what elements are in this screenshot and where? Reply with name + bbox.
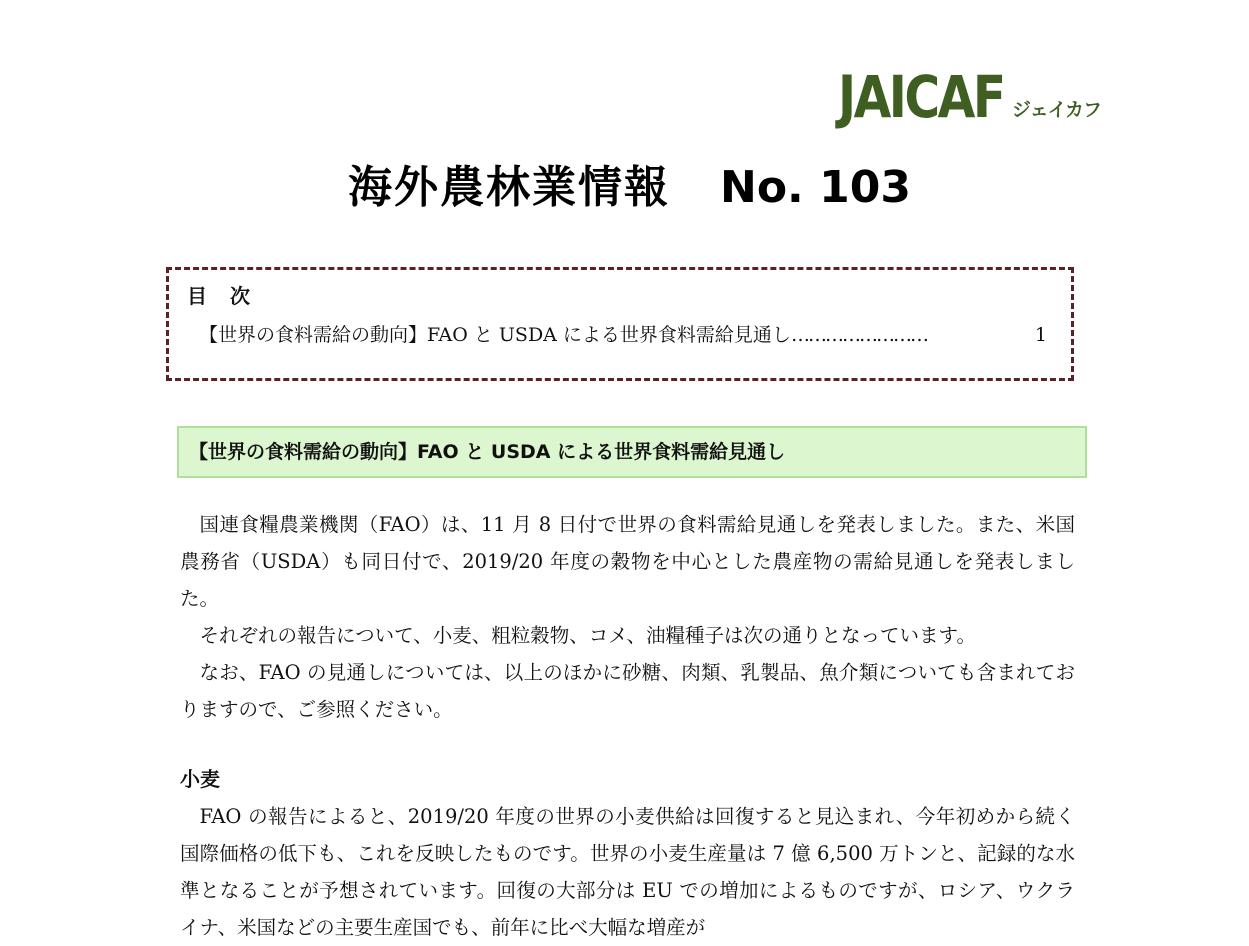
toc-page-number: 1 bbox=[1034, 324, 1047, 346]
table-of-contents bbox=[166, 267, 1074, 381]
section-banner bbox=[177, 426, 1087, 478]
section-title: 【世界の食料需給の動向】FAO と USDA による世界食料需給見通し bbox=[189, 441, 786, 463]
issue-number: No. 103 bbox=[720, 162, 911, 213]
toc-entry-text: 【世界の食料需給の動向】FAO と USDA による世界食料需給見通し bbox=[199, 324, 791, 346]
intro-paragraph-1: 国連食糧農業機関（FAO）は、11 月 8 日付で世界の食料需給見通しを発表しました。また、米国農務省（USDA）も同日付で、2019/20 年度の穀物を中心とした農産物の需給見通しを発表しました。 bbox=[180, 513, 1075, 610]
page-title bbox=[348, 158, 911, 218]
page-title-text: 海外農林業情報 bbox=[348, 162, 670, 213]
jaicaf-logo bbox=[838, 62, 1102, 131]
logo-wordmark: JAICAF bbox=[838, 63, 1004, 131]
toc-heading: 目 次 bbox=[187, 284, 258, 308]
wheat-heading: 小麦 bbox=[180, 767, 220, 791]
wheat-paragraph: FAO の報告によると、2019/20 年度の世界の小麦供給は回復すると見込まれ、今年初めから続く国際価格の低下も、これを反映したものです。世界の小麦生産量は 7 億 6,500 万トンと、記録的な水準となることが予想されています。回復の大部分は EU での増加によるものですが、ロシア、ウクライナ、米国などの主要生産国でも、前年に比べ大幅な増産が bbox=[180, 805, 1075, 939]
toc-leader-dots: …………………… bbox=[790, 324, 927, 346]
intro-paragraph-3: なお、FAO の見通しについては、以上のほかに砂糖、肉類、乳製品、魚介類についても含まれておりますので、ご参照ください。 bbox=[180, 661, 1075, 721]
logo-katakana: ジェイカフ bbox=[1012, 99, 1102, 121]
intro-paragraph-2: それぞれの報告について、小麦、粗粒穀物、コメ、油糧種子は次の通りとなっています。 bbox=[199, 624, 976, 647]
toc-entry[interactable] bbox=[199, 320, 1059, 350]
